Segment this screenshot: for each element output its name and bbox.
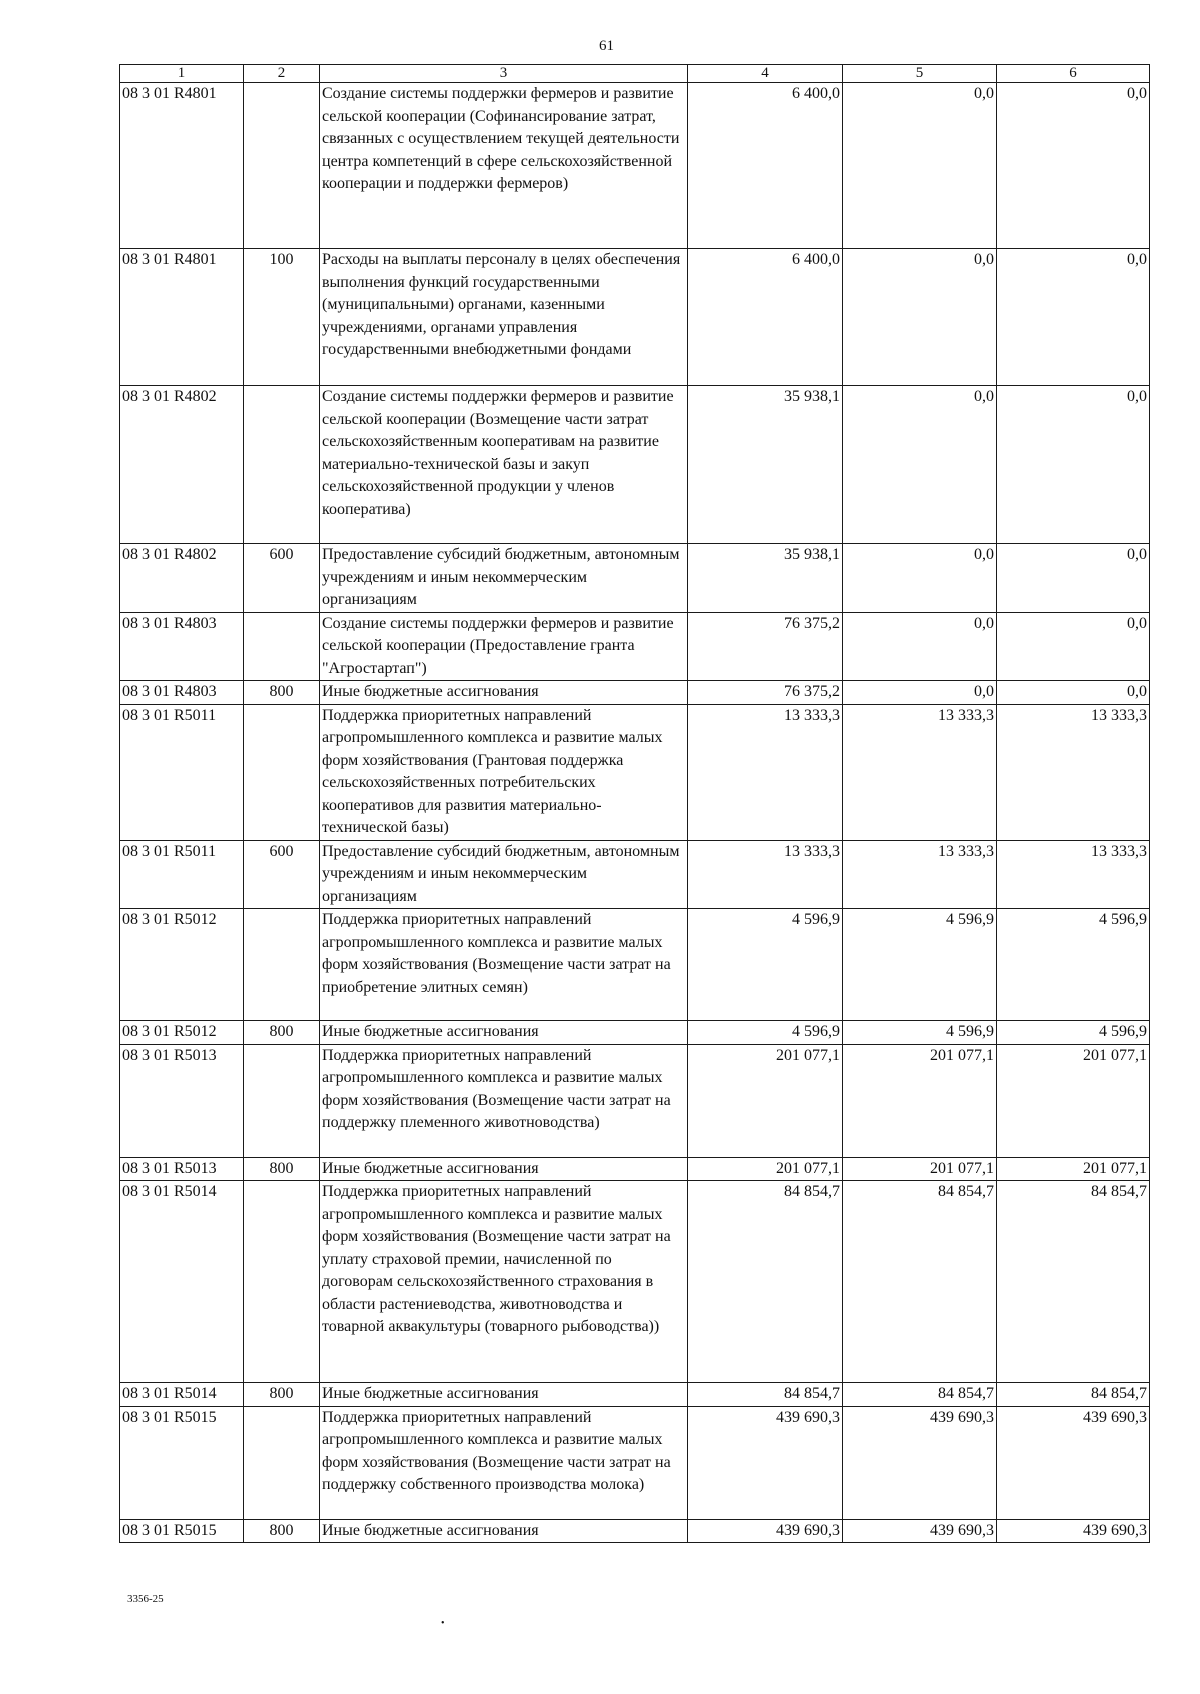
amount-col4: 4 596,9 [688,1021,843,1045]
target-code: 08 3 01 R4801 [120,249,244,386]
expense-kind [244,83,320,249]
amount-col4: 439 690,3 [688,1519,843,1543]
column-header: 5 [843,65,997,83]
document-code: 3356-25 [127,1593,164,1605]
amount-col4: 6 400,0 [688,249,843,386]
expense-kind: 800 [244,1383,320,1407]
amount-col6: 0,0 [997,681,1150,705]
amount-col5: 13 333,3 [843,704,997,840]
expense-kind: 100 [244,249,320,386]
amount-col6: 13 333,3 [997,840,1150,909]
item-name: Иные бюджетные ассигнования [320,1383,688,1407]
amount-col6: 439 690,3 [997,1406,1150,1519]
amount-col5: 439 690,3 [843,1519,997,1543]
target-code: 08 3 01 R4803 [120,681,244,705]
expense-kind: 800 [244,1519,320,1543]
amount-col4: 201 077,1 [688,1157,843,1181]
item-name: Предоставление субсидий бюджетным, автономным учреждениям и иным некоммерческим организациям [320,544,688,613]
item-name: Иные бюджетные ассигнования [320,1157,688,1181]
target-code: 08 3 01 R4803 [120,612,244,681]
item-name: Поддержка приоритетных направлений агропромышленного комплекса и развитие малых форм хозяйствования (Возмещение части затрат на приобретение элитных семян) [320,909,688,1021]
item-name: Создание системы поддержки фермеров и развитие сельской кооперации (Предоставление гранта "Агростартап") [320,612,688,681]
amount-col5: 439 690,3 [843,1406,997,1519]
amount-col6: 439 690,3 [997,1519,1150,1543]
target-code: 08 3 01 R4802 [120,386,244,544]
expense-kind [244,386,320,544]
amount-col5: 84 854,7 [843,1181,997,1383]
expense-kind: 600 [244,840,320,909]
amount-col6: 4 596,9 [997,909,1150,1021]
table-row [120,544,1150,613]
amount-col4: 6 400,0 [688,83,843,249]
table-row [120,1181,1150,1383]
target-code: 08 3 01 R5013 [120,1157,244,1181]
amount-col4: 13 333,3 [688,704,843,840]
target-code: 08 3 01 R4801 [120,83,244,249]
amount-col5: 0,0 [843,249,997,386]
table-row [120,1383,1150,1407]
amount-col6: 84 854,7 [997,1383,1150,1407]
amount-col6: 201 077,1 [997,1044,1150,1157]
amount-col5: 0,0 [843,386,997,544]
target-code: 08 3 01 R5015 [120,1519,244,1543]
item-name: Иные бюджетные ассигнования [320,681,688,705]
target-code: 08 3 01 R5011 [120,704,244,840]
item-name: Иные бюджетные ассигнования [320,1021,688,1045]
amount-col6: 0,0 [997,612,1150,681]
amount-col4: 35 938,1 [688,386,843,544]
expense-kind: 800 [244,1157,320,1181]
amount-col4: 84 854,7 [688,1181,843,1383]
table-header-row [120,65,1150,83]
item-name: Поддержка приоритетных направлений агропромышленного комплекса и развитие малых форм хозяйствования (Грантовая поддержка сельскохозяйственных потребительских кооперативов для развития материально-технической базы) [320,704,688,840]
table-row [120,1021,1150,1045]
table-row [120,1519,1150,1543]
table-row [120,83,1150,249]
item-name: Поддержка приоритетных направлений агропромышленного комплекса и развитие малых форм хозяйствования (Возмещение части затрат на поддержку собственного производства молока) [320,1406,688,1519]
amount-col5: 13 333,3 [843,840,997,909]
target-code: 08 3 01 R5014 [120,1181,244,1383]
expense-kind: 800 [244,681,320,705]
table-row [120,681,1150,705]
amount-col5: 84 854,7 [843,1383,997,1407]
budget-table [119,64,1150,1543]
item-name: Расходы на выплаты персоналу в целях обеспечения выполнения функций государственными (муниципальными) органами, казенными учреждениями, органами управления государственными внебюджетными фондами [320,249,688,386]
amount-col5: 4 596,9 [843,1021,997,1045]
table-row [120,840,1150,909]
target-code: 08 3 01 R4802 [120,544,244,613]
amount-col6: 13 333,3 [997,704,1150,840]
table-row [120,1044,1150,1157]
table-row [120,386,1150,544]
target-code: 08 3 01 R5011 [120,840,244,909]
table-row [120,612,1150,681]
expense-kind: 800 [244,1021,320,1045]
amount-col6: 201 077,1 [997,1157,1150,1181]
amount-col6: 0,0 [997,544,1150,613]
amount-col4: 76 375,2 [688,681,843,705]
amount-col6: 84 854,7 [997,1181,1150,1383]
expense-kind [244,1044,320,1157]
amount-col5: 0,0 [843,83,997,249]
expense-kind [244,1181,320,1383]
amount-col5: 201 077,1 [843,1157,997,1181]
table-row [120,909,1150,1021]
expense-kind [244,612,320,681]
item-name: Поддержка приоритетных направлений агропромышленного комплекса и развитие малых форм хозяйствования (Возмещение части затрат на поддержку племенного животноводства) [320,1044,688,1157]
expense-kind: 600 [244,544,320,613]
expense-kind [244,909,320,1021]
target-code: 08 3 01 R5012 [120,909,244,1021]
table-row [120,704,1150,840]
column-header: 4 [688,65,843,83]
expense-kind [244,1406,320,1519]
amount-col6: 0,0 [997,249,1150,386]
target-code: 08 3 01 R5012 [120,1021,244,1045]
target-code: 08 3 01 R5014 [120,1383,244,1407]
amount-col4: 84 854,7 [688,1383,843,1407]
amount-col4: 76 375,2 [688,612,843,681]
item-name: Иные бюджетные ассигнования [320,1519,688,1543]
amount-col5: 0,0 [843,544,997,613]
amount-col4: 13 333,3 [688,840,843,909]
amount-col5: 4 596,9 [843,909,997,1021]
column-header: 3 [320,65,688,83]
amount-col4: 4 596,9 [688,909,843,1021]
target-code: 08 3 01 R5015 [120,1406,244,1519]
amount-col5: 201 077,1 [843,1044,997,1157]
item-name: Предоставление субсидий бюджетным, автономным учреждениям и иным некоммерческим организациям [320,840,688,909]
amount-col6: 4 596,9 [997,1021,1150,1045]
table-row [120,1406,1150,1519]
amount-col4: 439 690,3 [688,1406,843,1519]
item-name: Поддержка приоритетных направлений агропромышленного комплекса и развитие малых форм хозяйствования (Возмещение части затрат на уплату страховой премии, начисленной по договорам сельскохозяйственного страхования в области растениеводства, животноводства и товарной аквакультуры (товарного рыбоводства)) [320,1181,688,1383]
amount-col4: 201 077,1 [688,1044,843,1157]
scan-speck: • [441,1618,445,1629]
amount-col6: 0,0 [997,386,1150,544]
target-code: 08 3 01 R5013 [120,1044,244,1157]
amount-col6: 0,0 [997,83,1150,249]
column-header: 1 [120,65,244,83]
page-number: 61 [599,38,614,54]
amount-col5: 0,0 [843,681,997,705]
amount-col4: 35 938,1 [688,544,843,613]
amount-col5: 0,0 [843,612,997,681]
column-header: 6 [997,65,1150,83]
expense-kind [244,704,320,840]
item-name: Создание системы поддержки фермеров и развитие сельской кооперации (Софинансирование затрат, связанных с осуществлением текущей деятельности центра компетенций в сфере сельскохозяйственной кооперации и поддержки фермеров) [320,83,688,249]
column-header: 2 [244,65,320,83]
table-row [120,1157,1150,1181]
table-row [120,249,1150,386]
item-name: Создание системы поддержки фермеров и развитие сельской кооперации (Возмещение части затрат сельскохозяйственным кооперативам на развитие материально-технической базы и закуп сельскохозяйственной продукции у членов кооператива) [320,386,688,544]
